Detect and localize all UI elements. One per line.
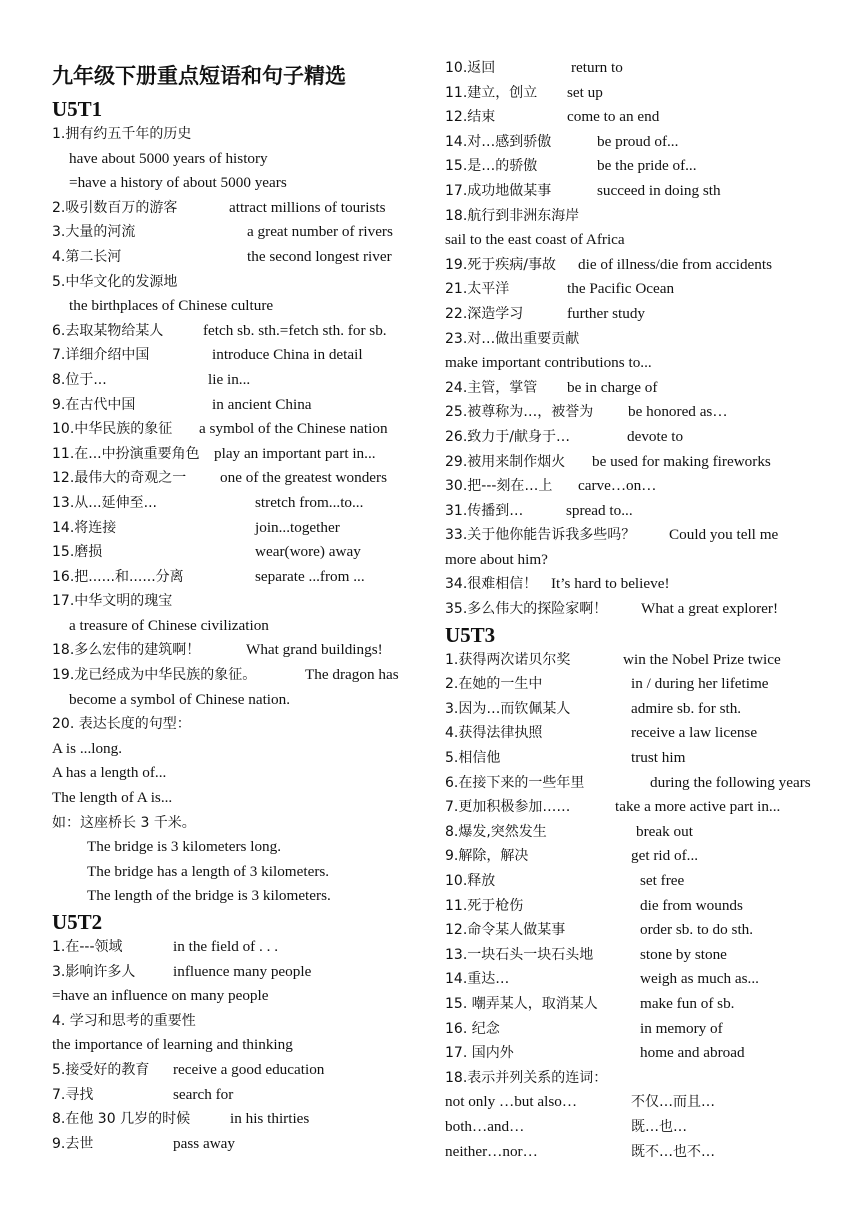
chinese-text: 24.主管，掌管: [445, 379, 538, 396]
phrase-row: [52, 1132, 424, 1157]
english-text: The bridge has a length of 3 kilometers.: [87, 862, 330, 880]
phrase-row: [445, 572, 815, 597]
phrase-row: [445, 992, 815, 1017]
chinese-text: 1.在---领域: [52, 939, 123, 955]
chinese-text: 12.命令某人做某事: [445, 922, 566, 939]
phrase-row: [445, 327, 815, 352]
phrase-row: [52, 935, 424, 960]
phrase-row: [445, 672, 815, 697]
english-text: in his thirties: [230, 1110, 310, 1128]
phrase-row: [52, 614, 424, 639]
english-text: be in charge of: [567, 378, 658, 396]
chinese-text: 17.成功地做某事: [445, 182, 552, 199]
chinese-text: 11.在...中扮演重要角色: [52, 445, 200, 462]
english-text: play an important part in...: [214, 444, 376, 462]
phrase-row: [52, 417, 424, 442]
chinese-text: 26.致力于/献身于…: [445, 428, 570, 445]
english-text: return to: [571, 59, 623, 76]
phrase-row: [52, 1058, 424, 1083]
english-text: break out: [636, 822, 693, 840]
chinese-text: 16.把......和......分离: [52, 568, 184, 585]
english-text: lie in...: [208, 370, 251, 388]
chinese-text: 31.传播到…: [445, 502, 524, 519]
chinese-text: 17.中华文明的瑰宝: [52, 593, 173, 610]
u5t1-phrase-list: [52, 122, 424, 909]
phrase-row: [445, 1140, 815, 1165]
phrase-row: [52, 319, 424, 344]
english-text: join...together: [255, 518, 340, 536]
english-text: receive a law license: [631, 724, 758, 742]
chinese-text: 22.深造学习: [445, 305, 524, 322]
chinese-text: 11.建立，创立: [445, 84, 538, 101]
chinese-text: 2.吸引数百万的游客: [52, 199, 178, 216]
english-text: sail to the east coast of Africa: [445, 231, 625, 249]
chinese-text: 10.释放: [445, 873, 496, 889]
english-text: fetch sb. sth.=fetch sth. for sb.: [203, 321, 387, 339]
english-text: The length of the bridge is 3 kilometers.: [87, 887, 331, 905]
chinese-text: 8.爆发,突然发生: [445, 823, 547, 840]
phrase-row: [52, 884, 424, 909]
chinese-text: 7.详细介绍中国: [52, 347, 150, 364]
chinese-text: 5.接受好的教育: [52, 1061, 150, 1078]
english-text: wear(wore) away: [255, 543, 361, 561]
phrase-row: [52, 393, 424, 418]
phrase-row: [52, 960, 424, 985]
chinese-text: 18.多么宏伟的建筑啊！: [52, 642, 201, 659]
phrase-row: [52, 786, 424, 811]
chinese-text: 33.关于他你能告诉我多些吗？: [445, 527, 636, 544]
english-text: in ancient China: [212, 395, 312, 413]
phrase-row: [445, 943, 815, 968]
english-text: take a more active part in...: [615, 798, 781, 816]
phrase-row: [445, 820, 815, 845]
chinese-text: 4.获得法律执照: [445, 725, 543, 742]
chinese-text: 23.对…做出重要贡献: [445, 330, 580, 347]
english-text: set up: [567, 83, 603, 101]
chinese-text: 6.去取某物给某人: [52, 322, 164, 339]
phrase-row: [52, 171, 424, 196]
english-text: a symbol of the Chinese nation: [199, 420, 388, 438]
phrase-row: [52, 1033, 424, 1058]
english-text: The length of A is...: [52, 789, 173, 807]
chinese-text: 21.太平洋: [445, 281, 510, 298]
phrase-row: [445, 425, 815, 450]
chinese-text: 9.解除，解决: [445, 848, 529, 865]
english-text: influence many people: [173, 962, 312, 980]
chinese-text: 12.最伟大的奇观之一: [52, 470, 187, 487]
english-text: A is ...long.: [52, 739, 123, 757]
phrase-row: [445, 1090, 815, 1115]
phrase-row: [52, 343, 424, 368]
english-text: be proud of...: [597, 132, 679, 150]
u5t3-phrase-list: [445, 648, 815, 1164]
english-text: in / during her lifetime: [631, 675, 769, 693]
english-text: more about him?: [445, 550, 548, 568]
chinese-text: 1.拥有约五千年的历史: [52, 126, 192, 142]
phrase-row: [445, 648, 815, 673]
english-text: have about 5000 years of history: [69, 149, 268, 167]
phrase-row: [52, 294, 424, 319]
chinese-text: 如：这座桥长 3 千米。: [52, 814, 196, 831]
phrase-row: [52, 835, 424, 860]
phrase-row: [445, 130, 815, 155]
english-text: be used for making fireworks: [592, 452, 771, 470]
page-title: 九年级下册重点短语和句子精选: [52, 64, 346, 88]
phrase-row: [445, 523, 815, 548]
english-text: the Pacific Ocean: [567, 280, 675, 298]
phrase-row: [445, 597, 815, 622]
english-text: the birthplaces of Chinese culture: [69, 297, 274, 315]
chinese-text: 5.相信他: [445, 750, 501, 767]
chinese-text: 12.结束: [445, 109, 496, 126]
chinese-text: 不仅…而且…: [631, 1094, 715, 1111]
phrase-row: [52, 220, 424, 245]
phrase-row: [52, 589, 424, 614]
chinese-text: 7.更加积极参加……: [445, 799, 571, 816]
chinese-text: 15.是…的骄傲: [445, 158, 538, 175]
english-text: be honored as…: [628, 403, 728, 421]
phrase-row: [52, 122, 424, 147]
chinese-text: 19.死于疾病/事故: [445, 256, 556, 273]
english-text: not only …but also…: [445, 1093, 578, 1111]
phrase-row: [445, 302, 815, 327]
english-text: spread to...: [566, 501, 633, 519]
english-text: succeed in doing sth: [597, 181, 721, 199]
phrase-row: [52, 811, 424, 836]
phrase-row: [445, 721, 815, 746]
english-text: trust him: [631, 749, 686, 767]
english-text: search for: [173, 1085, 234, 1103]
phrase-row: [445, 154, 815, 179]
chinese-text: 14.对…感到骄傲: [445, 133, 552, 150]
english-text: set free: [640, 872, 685, 889]
phrase-row: [445, 1041, 815, 1066]
english-text: attract millions of tourists: [229, 198, 386, 216]
phrase-row: [52, 466, 424, 491]
chinese-text: 9.去世: [52, 1135, 94, 1152]
english-text: make important contributions to...: [445, 354, 652, 372]
chinese-text: 13.一块石头一块石头地: [445, 946, 594, 963]
english-text: =have a history of about 5000 years: [69, 174, 287, 192]
phrase-row: [445, 450, 815, 475]
chinese-text: 6.在接下来的一些年里: [445, 774, 585, 791]
chinese-text: 15.磨损: [52, 544, 103, 561]
phrase-row: [445, 81, 815, 106]
chinese-text: 35.多么伟大的探险家啊！: [445, 601, 608, 618]
english-text: become a symbol of Chinese nation.: [69, 690, 291, 708]
chinese-text: 29.被用来制作烟火: [445, 453, 566, 470]
english-text: a great number of rivers: [247, 223, 393, 241]
phrase-row: [52, 491, 424, 516]
english-text: make fun of sb.: [640, 994, 735, 1012]
phrase-row: [445, 771, 815, 796]
chinese-text: 3.大量的河流: [52, 224, 136, 241]
chinese-text: 14.将连接: [52, 519, 117, 536]
phrase-row: [445, 105, 815, 130]
english-text: in the field of . . .: [173, 938, 279, 955]
chinese-text: 16. 纪念: [445, 1020, 500, 1037]
chinese-text: 8.位于...: [52, 371, 107, 388]
chinese-text: 10.中华民族的象征: [52, 421, 173, 438]
phrase-row: [445, 499, 815, 524]
chinese-text: 10.返回: [445, 60, 496, 76]
english-text: further study: [567, 304, 646, 322]
phrase-row: [445, 204, 815, 229]
chinese-text: 19.龙已经成为中华民族的象征。: [52, 667, 257, 684]
phrase-row: [52, 712, 424, 737]
english-text: in memory of: [640, 1019, 723, 1037]
chinese-text: 18.航行到非洲东海岸: [445, 207, 580, 224]
phrase-row: [445, 277, 815, 302]
chinese-text: 30.把---刻在…上: [445, 478, 553, 495]
phrase-row: [445, 548, 815, 573]
english-text: the importance of learning and thinking: [52, 1036, 293, 1054]
chinese-text: 13.从...延伸至...: [52, 494, 157, 511]
phrase-row: [445, 869, 815, 894]
english-text: pass away: [173, 1134, 235, 1152]
chinese-text: 3.影响许多人: [52, 963, 136, 980]
english-text: order sb. to do sth.: [640, 921, 754, 939]
english-text: both…and…: [445, 1117, 525, 1135]
english-text: die from wounds: [640, 896, 743, 914]
left-column: [52, 56, 424, 1156]
english-text: weigh as much as...: [640, 970, 759, 988]
u5t2-phrase-list: [52, 935, 424, 1156]
phrase-row: [52, 540, 424, 565]
english-text: during the following years: [650, 773, 811, 791]
phrase-row: [52, 270, 424, 295]
phrase-row: [445, 894, 815, 919]
chinese-text: 1.获得两次诺贝尔奖: [445, 651, 571, 668]
english-text: What grand buildings!: [246, 641, 383, 659]
english-text: devote to: [627, 427, 684, 445]
phrase-row: [445, 400, 815, 425]
phrase-row: [52, 688, 424, 713]
english-text: =have an influence on many people: [52, 987, 269, 1005]
phrase-row: [52, 442, 424, 467]
english-text: a treasure of Chinese civilization: [69, 616, 269, 634]
phrase-row: [52, 245, 424, 270]
phrase-row: [52, 565, 424, 590]
english-text: receive a good education: [173, 1060, 325, 1078]
phrase-row: [445, 746, 815, 771]
phrase-row: [52, 638, 424, 663]
english-text: be the pride of...: [597, 157, 697, 175]
phrase-row: [52, 196, 424, 221]
chinese-text: 20. 表达长度的句型：: [52, 716, 191, 733]
phrase-row: [52, 368, 424, 393]
english-text: It’s hard to believe!: [551, 575, 670, 593]
right-column: [445, 56, 815, 1164]
chinese-text: 5.中华文化的发源地: [52, 273, 178, 290]
english-text: neither…nor…: [445, 1142, 538, 1160]
phrase-row: [445, 376, 815, 401]
english-text: die of illness/die from accidents: [578, 255, 773, 273]
english-text: one of the greatest wonders: [220, 469, 388, 487]
english-text: stone by stone: [640, 945, 727, 963]
phrase-row: [445, 697, 815, 722]
english-text: The bridge is 3 kilometers long.: [87, 838, 282, 856]
u5t2-continued-list: [445, 56, 815, 622]
chinese-text: 34.很难相信！: [445, 576, 538, 593]
chinese-text: 既…也…: [631, 1118, 687, 1135]
chinese-text: 4. 学习和思考的重要性: [52, 1012, 196, 1029]
english-text: home and abroad: [640, 1044, 745, 1062]
phrase-row: [445, 1066, 815, 1091]
chinese-text: 4.第二长河: [52, 248, 122, 265]
english-text: What a great explorer!: [641, 600, 779, 618]
phrase-row: [52, 761, 424, 786]
english-text: Could you tell me: [669, 526, 779, 544]
phrase-row: [52, 1083, 424, 1108]
chinese-text: 9.在古代中国: [52, 396, 136, 413]
english-text: carve…on…: [578, 477, 657, 495]
phrase-row: [445, 56, 815, 81]
phrase-row: [445, 844, 815, 869]
chinese-text: 18.表示并列关系的连词：: [445, 1069, 608, 1086]
phrase-row: [445, 1017, 815, 1042]
english-text: separate ...from ...: [255, 567, 365, 585]
phrase-row: [445, 918, 815, 943]
chinese-text: 2.在她的一生中: [445, 676, 543, 693]
chinese-text: 既不…也不…: [631, 1143, 715, 1160]
chinese-text: 25.被尊称为…，被誉为: [445, 404, 594, 421]
english-text: A has a length of...: [52, 764, 167, 782]
phrase-row: [52, 1009, 424, 1034]
phrase-row: [52, 516, 424, 541]
phrase-row: [52, 984, 424, 1009]
english-text: introduce China in detail: [212, 346, 363, 364]
english-text: come to an end: [567, 108, 660, 126]
english-text: get rid of...: [631, 847, 699, 865]
phrase-row: [445, 179, 815, 204]
phrase-row: [445, 474, 815, 499]
english-text: admire sb. for sth.: [631, 699, 742, 717]
phrase-row: [445, 967, 815, 992]
chinese-text: 17. 国内外: [445, 1045, 514, 1062]
chinese-text: 8.在他 30 几岁的时候: [52, 1111, 191, 1128]
english-text: the second longest river: [247, 247, 392, 265]
phrase-row: [52, 737, 424, 762]
phrase-row: [445, 228, 815, 253]
english-text: stretch from...to...: [255, 493, 364, 511]
phrase-row: [445, 351, 815, 376]
phrase-row: [52, 1107, 424, 1132]
chinese-text: 3.因为…而钦佩某人: [445, 700, 571, 717]
section-heading-u5t3: U5T3: [445, 622, 496, 647]
phrase-row: [445, 795, 815, 820]
chinese-text: 14.重达…: [445, 971, 510, 988]
chinese-text: 15. 嘲弄某人，取消某人: [445, 995, 598, 1012]
chinese-text: 7.寻找: [52, 1086, 94, 1103]
phrase-row: [52, 147, 424, 172]
english-text: win the Nobel Prize twice: [623, 650, 781, 668]
section-heading-u5t1: U5T1: [52, 97, 103, 121]
phrase-row: [52, 860, 424, 885]
english-text: The dragon has: [305, 666, 399, 684]
section-heading-u5t2: U5T2: [52, 910, 103, 934]
chinese-text: 11.死于枪伤: [445, 897, 524, 914]
phrase-row: [445, 1115, 815, 1140]
phrase-row: [52, 663, 424, 688]
phrase-row: [445, 253, 815, 278]
